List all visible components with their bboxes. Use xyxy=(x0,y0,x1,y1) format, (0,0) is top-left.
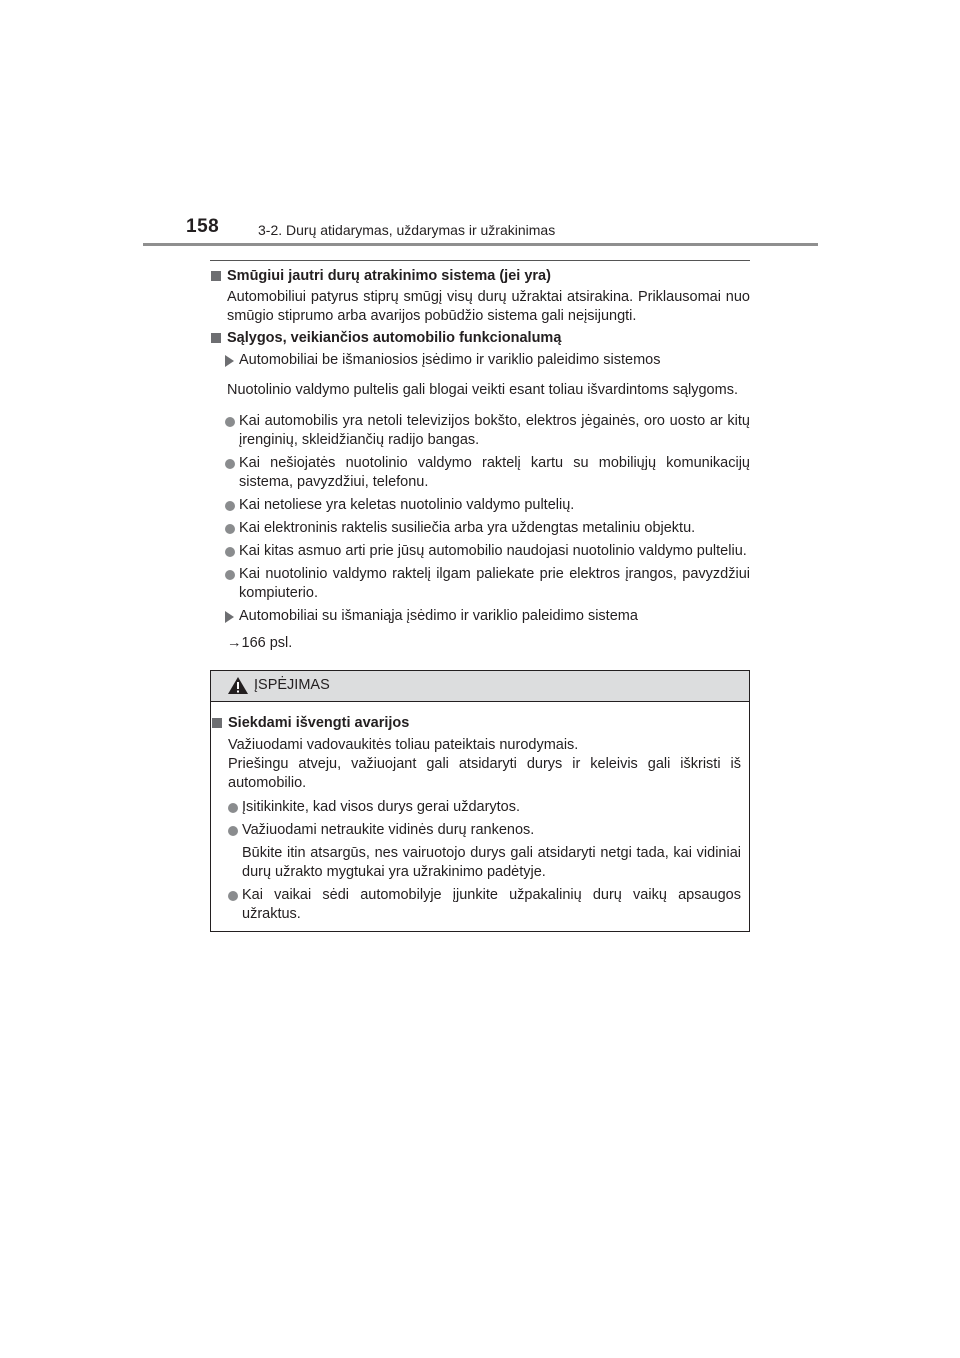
round-bullet-icon xyxy=(228,826,238,836)
warning-heading xyxy=(211,714,741,733)
warning-list-item xyxy=(211,821,741,840)
page-number: 158 xyxy=(186,216,220,237)
main-content xyxy=(210,263,750,653)
warning-note: Būkite itin atsargūs, nes vairuotojo durys gali atsidaryti netgi tada, kai vidiniai durų užrakto mygtukai yra užrakinimo padėtyje. xyxy=(242,845,741,880)
round-bullet-icon xyxy=(225,459,235,469)
paragraph: Automobiliui patyrus stiprų smūgį visų durų užraktai atsirakina. Priklausomai nuo smūgio stiprumo arba avarijos pobūdžio sistema gali neįsijungti. xyxy=(227,289,750,324)
list-item-text: Kai vaikai sėdi automobilyje įjunkite užpakalinių durų vaikų apsaugos užraktus. xyxy=(242,887,741,922)
square-bullet-icon xyxy=(211,271,221,281)
section-heading-impact-unlock xyxy=(210,267,750,286)
list-item xyxy=(210,542,750,561)
warning-body xyxy=(211,702,749,924)
warning-triangle-icon xyxy=(227,676,249,695)
list-item-text: Kai netoliese yra keletas nuotolinio valdymo pultelių. xyxy=(239,497,575,513)
chapter-title: 3-2. Durų atidarymas, uždarymas ir užrakinimas xyxy=(258,222,556,238)
section-heading-text: Smūgiui jautri durų atrakinimo sistema (jei yra) xyxy=(227,268,551,284)
warning-title: ĮSPĖJIMAS xyxy=(254,677,330,693)
round-bullet-icon xyxy=(225,570,235,580)
section-rule xyxy=(210,260,750,261)
list-item-text: Kai nuotolinio valdymo raktelį ilgam paliekate prie elektros įrangos, pavyzdžiui kompiuterio. xyxy=(239,566,750,601)
round-bullet-icon xyxy=(228,803,238,813)
warning-header xyxy=(211,671,749,702)
warning-heading-text: Siekdami išvengti avarijos xyxy=(228,715,410,731)
triangle-bullet-icon xyxy=(225,355,234,367)
list-item-text: Kai elektroninis raktelis susiliečia arba yra uždengtas metaliniu objektu. xyxy=(239,520,696,536)
list-item xyxy=(210,412,750,450)
header-rule xyxy=(143,243,818,246)
square-bullet-icon xyxy=(211,333,221,343)
list-item xyxy=(210,454,750,492)
section-heading-text: Sąlygos, veikiančios automobilio funkcionalumą xyxy=(227,330,562,346)
page-reference: →166 psl. xyxy=(227,635,293,651)
list-item-text: Įsitikinkite, kad visos durys gerai uždarytos. xyxy=(242,799,521,815)
list-item xyxy=(210,496,750,515)
warning-box xyxy=(210,670,750,932)
square-bullet-icon xyxy=(212,718,222,728)
section-heading-conditions xyxy=(210,329,750,348)
subheading-text: Automobiliai be išmaniosios įsėdimo ir variklio paleidimo sistemos xyxy=(239,352,661,368)
list-item-text: Kai nešiojatės nuotolinio valdymo raktelį kartu su mobiliųjų komunikacijų sistema, pavyzdžiui, telefonu. xyxy=(239,455,750,490)
round-bullet-icon xyxy=(228,891,238,901)
round-bullet-icon xyxy=(225,501,235,511)
round-bullet-icon xyxy=(225,547,235,557)
subheading-with-smart-entry xyxy=(210,607,750,626)
paragraph: Nuotolinio valdymo pultelis gali blogai veikti esant toliau išvardintoms sąlygoms. xyxy=(227,382,738,398)
warning-list-item xyxy=(211,798,741,817)
list-item xyxy=(210,519,750,538)
list-item xyxy=(210,565,750,603)
round-bullet-icon xyxy=(225,524,235,534)
list-item-text: Kai automobilis yra netoli televizijos bokšto, elektros jėgainės, oro uosto ar kitų įrenginių, skleidžiančių radijo bangas. xyxy=(239,413,750,448)
triangle-bullet-icon xyxy=(225,611,234,623)
subheading-text: Automobiliai su išmaniąja įsėdimo ir variklio paleidimo sistema xyxy=(239,608,638,624)
list-item-text: Kai kitas asmuo arti prie jūsų automobilio naudojasi nuotolinio valdymo pulteliu. xyxy=(239,543,747,559)
warning-list-item xyxy=(211,886,741,924)
warning-paragraph: Važiuodami vadovaukitės toliau pateiktais nurodymais. Priešingu atveju, važiuojant gali atsidaryti durys ir keleivis gali iškristi iš automobilio. xyxy=(228,737,741,791)
subheading-without-smart-entry xyxy=(210,351,750,370)
round-bullet-icon xyxy=(225,417,235,427)
list-item-text: Važiuodami netraukite vidinės durų rankenos. xyxy=(242,822,535,838)
